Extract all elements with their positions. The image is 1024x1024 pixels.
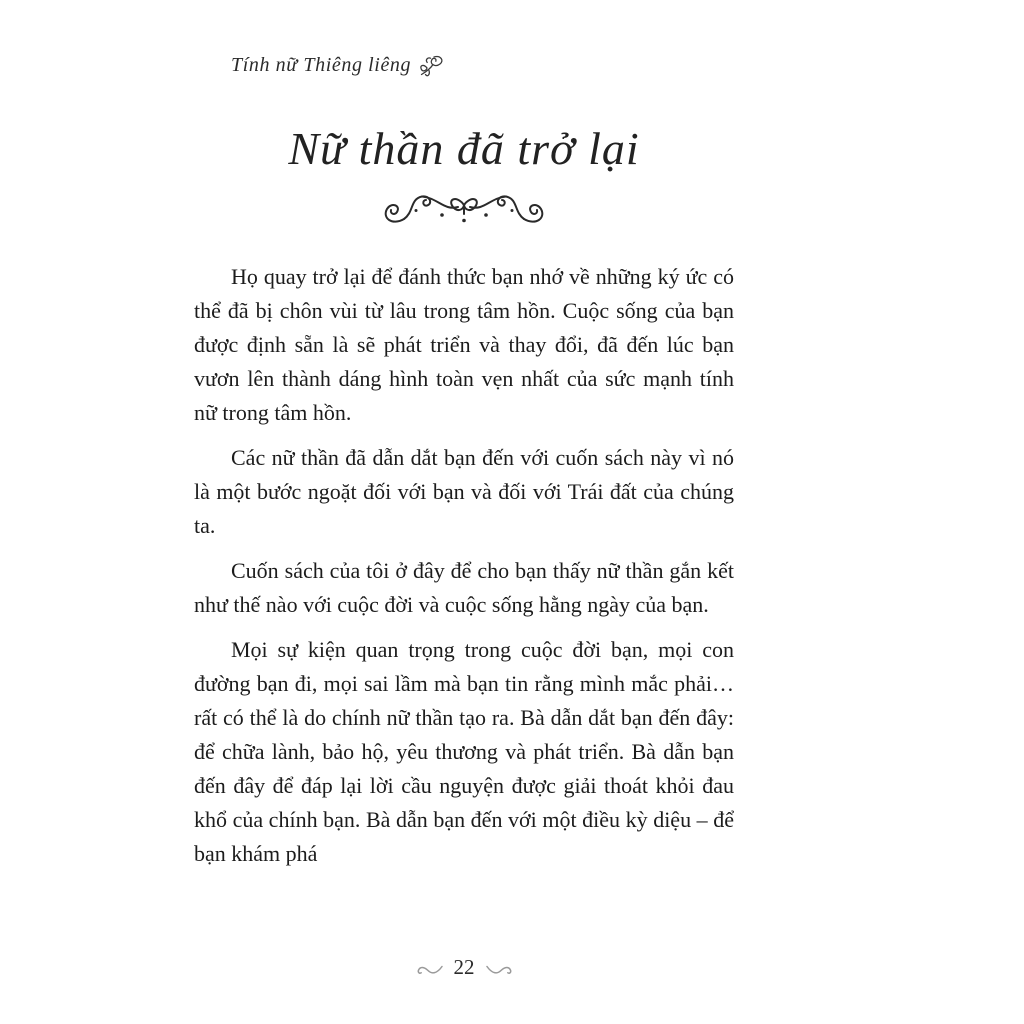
paragraph-3: Cuốn sách của tôi ở đây để cho bạn thấy nữ thần gắn kết như thế nào với cuộc đời và cuộc sống hằng ngày của bạn. — [194, 558, 734, 617]
page-footer — [194, 955, 734, 980]
running-header — [231, 52, 446, 79]
chapter-content — [194, 122, 734, 882]
rose-icon — [418, 54, 446, 81]
flourish-divider-icon — [194, 184, 734, 228]
swash-right-icon — [485, 962, 513, 976]
body-text — [194, 260, 734, 871]
swash-left-icon — [416, 962, 444, 976]
chapter-title: Nữ thần đã trở lại — [288, 123, 640, 174]
running-header-title: Tính nữ Thiêng liêng — [231, 54, 412, 76]
paragraph-1: Họ quay trở lại để đánh thức bạn nhớ về những ký ức có thể đã bị chôn vùi từ lâu trong tâm hồn. Cuộc sống của bạn được định sẵn là sẽ phát triển và thay đổi, đã đến lúc bạn vươn lên thành dáng hình toàn vẹn nhất của sức mạnh tính nữ trong tâm hồn. — [194, 264, 734, 425]
page-number: 22 — [453, 955, 475, 979]
paragraph-4: Mọi sự kiện quan trọng trong cuộc đời bạn, mọi con đường bạn đi, mọi sai lầm mà bạn tin rằng mình mắc phải… rất có thể là do chính nữ thần tạo ra. Bà dẫn dắt bạn đến đây: để chữa lành, bảo hộ, yêu thương và phát triển. Bà dẫn bạn đến đây để đáp lại lời cầu nguyện được giải thoát khỏi đau khổ của chính bạn. Bà dẫn bạn đến với một điều kỳ diệu – để bạn khám phá — [194, 637, 734, 866]
paragraph-2: Các nữ thần đã dẫn dắt bạn đến với cuốn sách này vì nó là một bước ngoặt đối với bạn và đối với Trái đất của chúng ta. — [194, 445, 734, 538]
